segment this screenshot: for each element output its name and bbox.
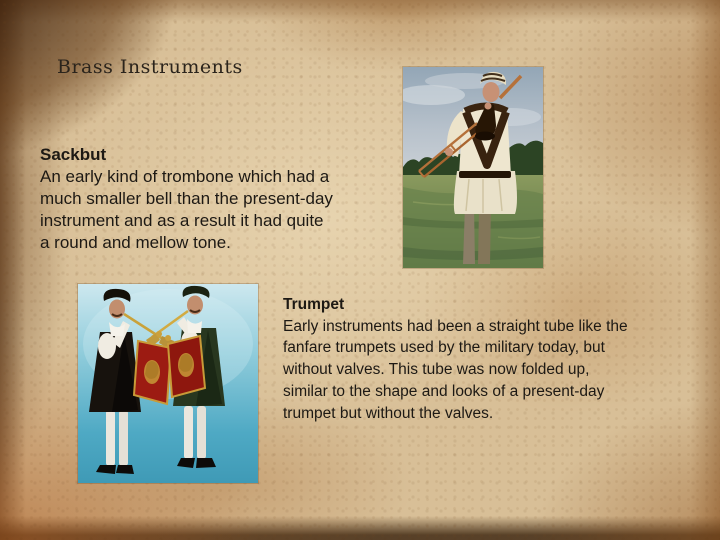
sackbut-player-photo bbox=[403, 67, 543, 268]
sackbut-photo-illustration bbox=[403, 67, 543, 268]
trumpet-text-block bbox=[283, 294, 628, 424]
trumpet-text-line: without valves. This tube was now folded up, bbox=[283, 361, 590, 379]
trumpet-text-line: Early instruments had been a straight tube like the bbox=[283, 317, 628, 335]
fanfare-trumpeters-photo bbox=[78, 284, 258, 483]
sackbut-text-block bbox=[40, 144, 333, 254]
trumpet-text-line: trumpet but without the valves. bbox=[283, 404, 494, 422]
page-title: Brass Instruments bbox=[57, 56, 243, 78]
sackbut-heading: Sackbut bbox=[40, 145, 107, 164]
trumpeters-photo-illustration bbox=[78, 284, 258, 483]
sackbut-text-line: much smaller bell than the present-day bbox=[40, 189, 333, 208]
sackbut-text-line: instrument and as a result it had quite bbox=[40, 211, 324, 230]
trumpet-text-line: fanfare trumpets used by the military today, but bbox=[283, 339, 605, 357]
trumpet-text-line: similar to the shape and looks of a present-day bbox=[283, 382, 605, 400]
sackbut-text-line: An early kind of trombone which had a bbox=[40, 167, 330, 186]
sackbut-text-line: a round and mellow tone. bbox=[40, 233, 231, 252]
trumpet-heading: Trumpet bbox=[283, 296, 345, 313]
